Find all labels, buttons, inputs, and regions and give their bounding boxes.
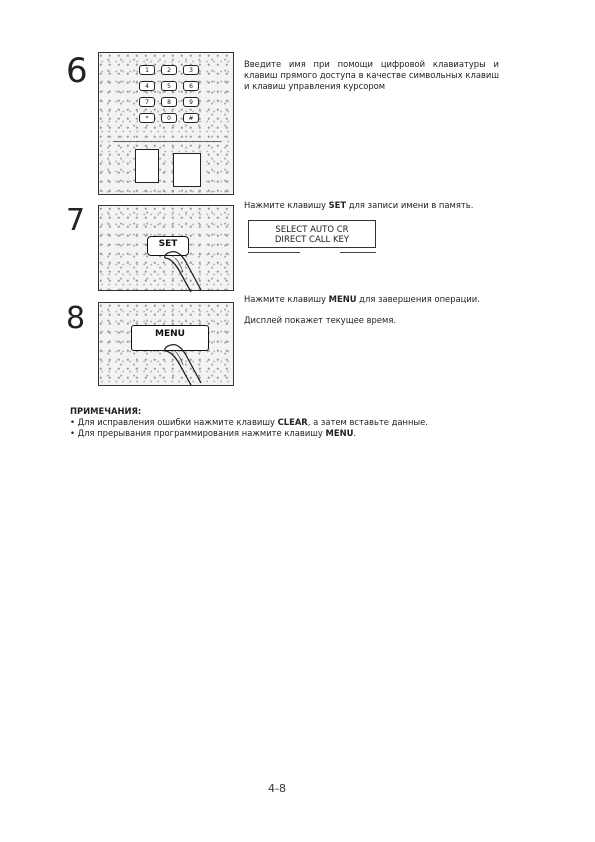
lcd-line-2: DIRECT CALL KEY	[274, 235, 350, 245]
pressing-finger-icon	[161, 337, 221, 387]
step-8-text-after: для завершения операции.	[356, 294, 480, 304]
lcd-underline-right	[340, 252, 376, 253]
lcd-line-1: SELECT AUTO CR	[275, 225, 349, 235]
direct-access-keys-right	[173, 153, 201, 187]
step-6-instruction: Введите имя при помощи цифровой клавиатуры и клавиш прямого доступа в качестве символьных клавиш и клавиш управления курсором	[244, 59, 499, 91]
step-number-7: 7	[66, 203, 86, 238]
keypad-key: 1	[139, 65, 155, 75]
note-item	[70, 417, 510, 428]
note-1-key: CLEAR	[277, 417, 308, 427]
keypad-key: 3	[183, 65, 199, 75]
pressing-finger-icon	[161, 244, 221, 294]
keypad-illustration	[98, 52, 234, 195]
keypad-key: 2	[161, 65, 177, 75]
keypad-key: #	[183, 113, 199, 123]
step-7-text-before: Нажмите клавишу	[244, 200, 329, 210]
step-8-text-before: Нажмите клавишу	[244, 294, 329, 304]
keypad-key: 9	[183, 97, 199, 107]
step-number-6: 6	[66, 51, 88, 91]
note-1-suffix: , а затем вставьте данные.	[307, 417, 428, 427]
step-7-instruction	[244, 200, 504, 211]
notes-section	[70, 406, 510, 439]
page-number: 4-8	[268, 782, 286, 795]
keypad-key: *	[139, 113, 155, 123]
keypad-key: 8	[161, 97, 177, 107]
keypad-key: 0	[161, 113, 177, 123]
lcd-underline-left	[248, 252, 300, 253]
set-key: SET	[147, 236, 189, 256]
keypad-key: 4	[139, 81, 155, 91]
step-8-key-name: MENU	[328, 294, 357, 304]
notes-heading: ПРИМЕЧАНИЯ:	[70, 406, 142, 416]
note-2-key: MENU	[325, 428, 354, 438]
menu-key: MENU	[131, 325, 209, 351]
step-7-key-name: SET	[328, 200, 347, 210]
step-7-text-after: для записи имени в память.	[346, 200, 474, 210]
step-number-8: 8	[66, 301, 86, 336]
step-8-note: Дисплей покажет текущее время.	[244, 315, 397, 325]
note-item	[70, 428, 510, 439]
keypad-key: 6	[183, 81, 199, 91]
lcd-display	[248, 220, 376, 248]
note-2-suffix: .	[353, 428, 357, 438]
note-2-prefix: • Для прерывания программирования нажмите клавишу	[70, 428, 326, 438]
menu-key-illustration	[98, 302, 234, 386]
note-1-prefix: • Для исправления ошибки нажмите клавишу	[70, 417, 278, 427]
step-8-instruction	[244, 294, 504, 305]
divider-line	[113, 141, 221, 142]
direct-access-keys-left	[135, 149, 159, 183]
set-key-illustration	[98, 205, 234, 291]
keypad-key: 7	[139, 97, 155, 107]
keypad-key: 5	[161, 81, 177, 91]
